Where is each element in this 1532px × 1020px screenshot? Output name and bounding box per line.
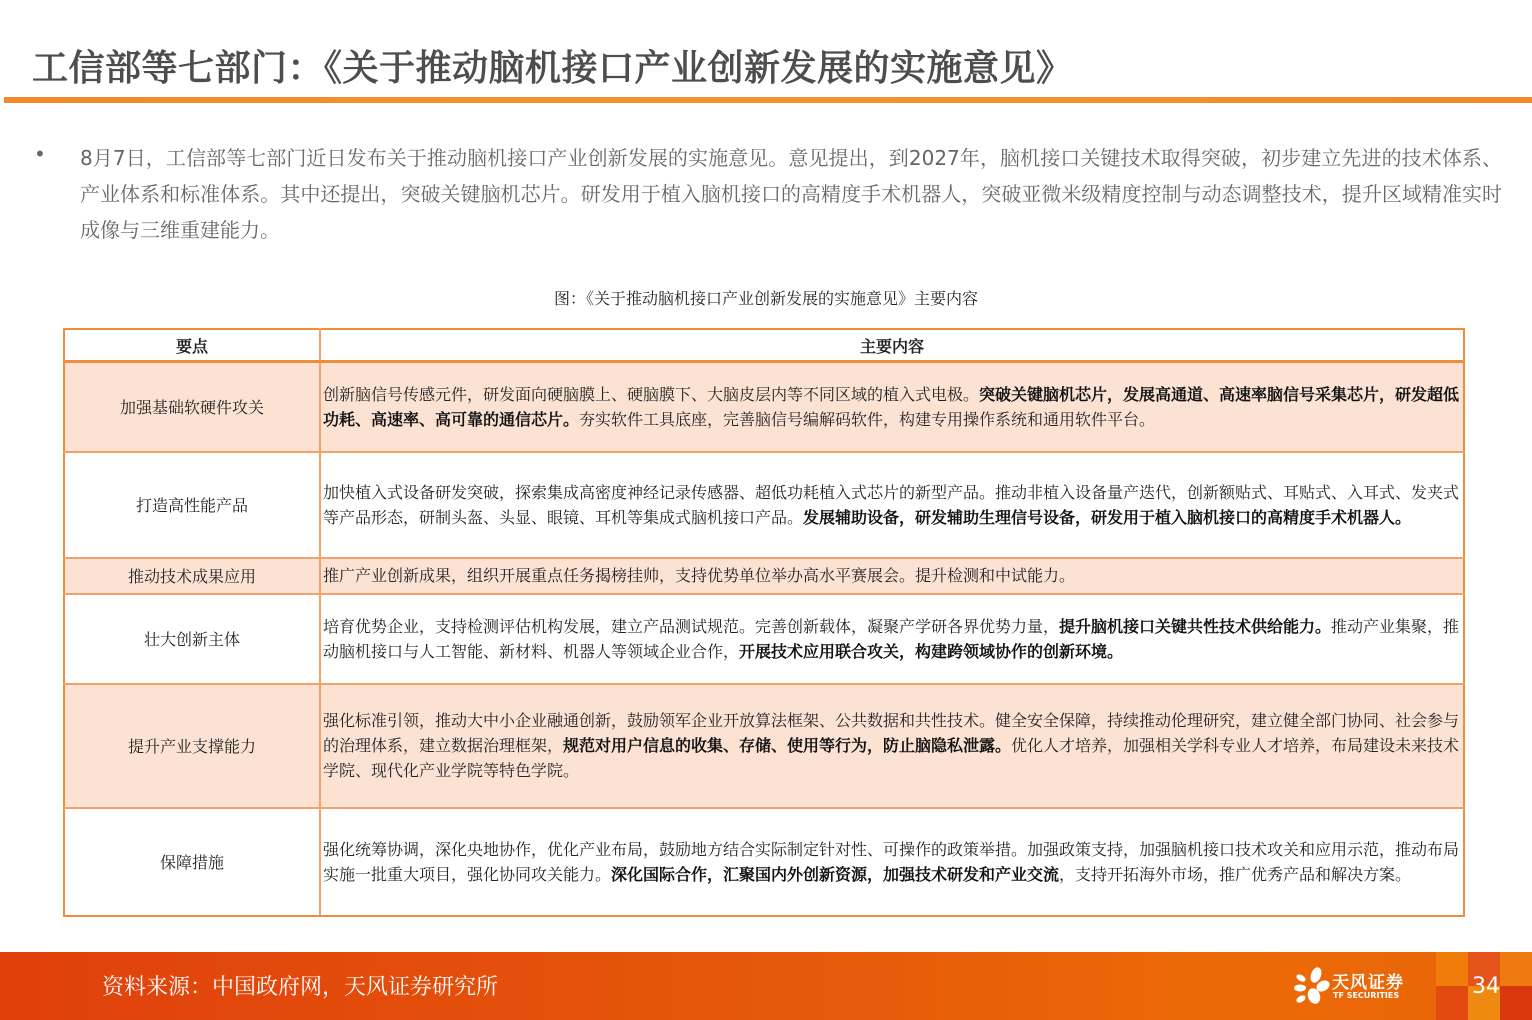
row-key: 加强基础软硬件攻关 (64, 362, 320, 452)
row-key: 打造高性能产品 (64, 452, 320, 558)
summary-bullet (32, 140, 1502, 248)
emphasis-text: 开展技术应用联合攻关，构建跨领域协作的创新环境。 (739, 641, 1124, 661)
header-key: 要点 (64, 329, 320, 362)
row-key: 推动技术成果应用 (64, 558, 320, 594)
table-row (64, 452, 1464, 558)
table-caption: 图：《关于推动脑机接口产业创新发展的实施意见》主要内容 (553, 289, 978, 308)
footer-bar (0, 952, 1532, 1020)
body-text: 夯实软件工具底座，完善脑信号编解码软件，构建专用操作系统和通用软件平台。 (579, 409, 1156, 429)
page-title: 工信部等七部门：《关于推动脑机接口产业创新发展的实施意见》 (32, 48, 1073, 89)
flower-logo-icon (1292, 966, 1330, 1006)
table-row (64, 808, 1464, 916)
bullet-icon: • (34, 142, 46, 166)
body-text: 加快植入式设备研发突破，探索集成高密度神经记录传感器、超低功耗植入式芯片的新型产品。推动非植入设备量产迭代，创新额贴式、耳贴式、入耳式、发夹式等产品形态，研制头盔、头显、眼镜、耳机等集成式脑机接口产品。 (323, 482, 1460, 527)
page-number: 34 (1472, 974, 1500, 999)
emphasis-text: 提升脑机接口关键共性技术供给能力。 (1059, 616, 1332, 636)
table-row (64, 594, 1464, 684)
body-text: 强化标准引领，推动大中小企业融通创新，鼓励领军企业开放算法框架、公共数据和共性技术。健全安全保障，持续推动伦理研究，建立健全部门协同、社会参与的治理体系，建立数据治理框架， (323, 711, 1460, 755)
header-content: 主要内容 (320, 329, 1464, 362)
table-header-row (64, 329, 1464, 362)
row-content (320, 684, 1464, 808)
row-content (320, 362, 1464, 452)
emphasis-text: 突破关键脑机芯片，发展高通道、高速率脑信号采集芯片，研发超低功耗、高速率、高可靠的通信芯片。 (323, 384, 1460, 429)
table-row (64, 684, 1464, 808)
company-logo (1292, 966, 1412, 1008)
row-content (320, 808, 1464, 916)
body-text: 培育优势企业，支持检测评估机构发展，建立产品测试规范。完善创新载体，凝聚产学研各界优势力量， (323, 616, 1060, 636)
table-row (64, 362, 1464, 452)
row-content (320, 452, 1464, 558)
body-text: 推广产业创新成果，组织开展重点任务揭榜挂帅，支持优势单位举办高水平赛展会。提升检测和中试能力。 (323, 566, 1076, 585)
row-key: 壮大创新主体 (64, 594, 320, 684)
emphasis-text: 发展辅助设备，研发辅助生理信号设备，研发用于植入脑机接口的高精度手术机器人。 (803, 507, 1412, 527)
body-text: ，支持开拓海外市场，推广优秀产品和解决方案。 (1059, 864, 1412, 884)
source-note: 资料来源：中国政府网，天风证券研究所 (102, 975, 499, 1000)
logo-english: TF SECURITIES (1333, 991, 1400, 1000)
body-text: 创新脑信号传感元件，研发面向硬脑膜上、硬脑膜下、大脑皮层内等不同区域的植入式电极。 (323, 384, 980, 404)
body-text: 优化人才培养，加强相关学科专业人才培养，布局建设未来技术学院、现代化产业学院等特色学院。 (323, 736, 1460, 780)
row-content (320, 594, 1464, 684)
row-key: 保障措施 (64, 808, 320, 916)
summary-text: 8月7日，工信部等七部门近日发布关于推动脑机接口产业创新发展的实施意见。意见提出，到2027年，脑机接口关键技术取得突破，初步建立先进的技术体系、产业体系和标准体系。其中还提出，突破关键脑机芯片。研发用于植入脑机接口的高精度手术机器人，突破亚微米级精度控制与动态调整技术，提升区域精准实时成像与三维重建能力。 (80, 146, 1502, 242)
row-content (320, 558, 1464, 594)
table-row (64, 558, 1464, 594)
policy-table (63, 328, 1465, 917)
emphasis-text: 深化国际合作，汇聚国内外创新资源，加强技术研发和产业交流 (611, 864, 1060, 884)
body-text: 强化统筹协调，深化央地协作，优化产业布局，鼓励地方结合实际制定针对性、可操作的政策举措。加强政策支持，加强脑机接口技术攻关和应用示范，推动布局实施一批重大项目，强化协同攻关能力。 (323, 839, 1460, 884)
body-text: 推动产业集聚，推动脑机接口与人工智能、新材料、机器人等领域企业合作， (323, 616, 1460, 661)
title-divider (4, 97, 1532, 103)
row-key: 提升产业支撑能力 (64, 684, 320, 808)
emphasis-text: 规范对用户信息的收集、存储、使用等行为，防止脑隐私泄露。 (563, 736, 1012, 755)
logo-chinese: 天风证券 (1332, 973, 1404, 993)
